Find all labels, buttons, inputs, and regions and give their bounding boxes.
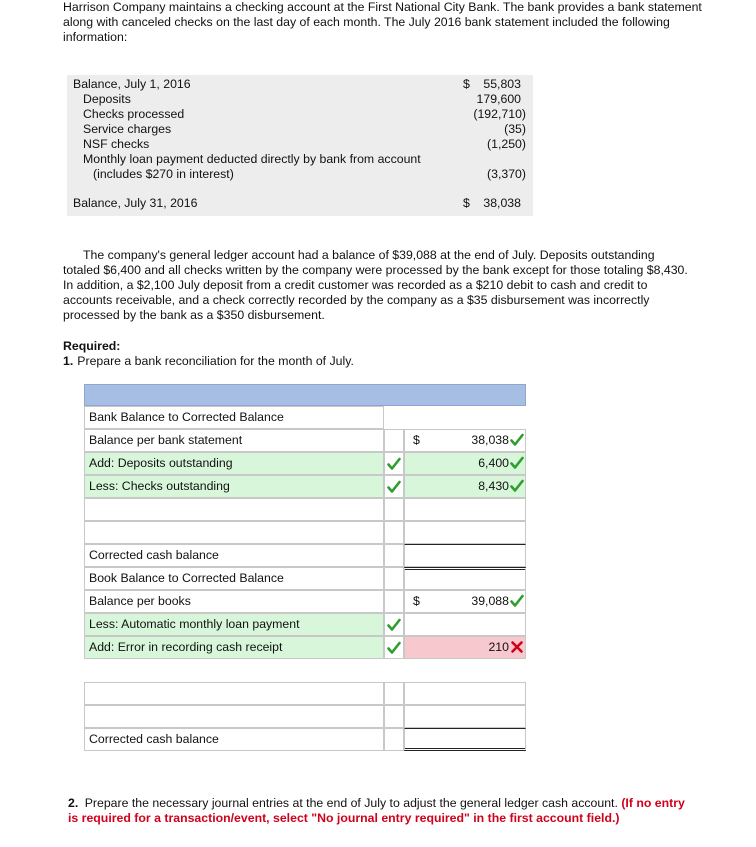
empty-cell	[404, 659, 526, 682]
statement-label: Checks processed	[83, 107, 185, 121]
question-1	[63, 354, 354, 369]
empty-cell	[384, 567, 404, 590]
statement-amount: 179,600	[476, 92, 521, 106]
statement-label: Balance, July 31, 2016	[73, 196, 198, 210]
account-select[interactable]	[84, 521, 384, 544]
statement-row	[67, 167, 533, 182]
table-row	[84, 682, 526, 705]
empty-cell	[384, 728, 404, 751]
table-row	[84, 728, 526, 751]
account-select[interactable]: Add: Deposits outstanding	[84, 452, 384, 475]
question-1-number: 1.	[63, 354, 74, 368]
statement-label: Balance, July 1, 2016	[73, 77, 191, 91]
statement-row	[67, 196, 533, 211]
amount-input[interactable]	[404, 475, 526, 498]
table-row	[84, 475, 526, 498]
amount-cell[interactable]	[404, 429, 526, 452]
statement-label: Service charges	[83, 122, 172, 136]
row-label: Balance per bank statement	[84, 429, 384, 452]
amount-input[interactable]	[404, 682, 526, 705]
statement-label: Monthly loan payment deducted directly by bank from account	[83, 152, 421, 166]
problem-text: The company's general ledger account had a balance of $39,088 at the end of July. Deposits outstanding totaled $6,400 and all checks written by the company were processed by the bank except for those totaling $8,430. In addition, a $2,100 July deposit from a credit customer was recorded as a $210 debit to cash and credit to accounts receivable, and a check correctly recorded by the company as a $35 disbursement was incorrectly processed by the bank as a $350 disbursement.	[63, 248, 688, 322]
table-row	[84, 544, 526, 567]
table-row	[84, 452, 526, 475]
table-row	[84, 636, 526, 659]
account-select[interactable]	[84, 498, 384, 521]
table-row	[84, 406, 526, 429]
table-row	[84, 613, 526, 636]
amount-value: 6,400	[478, 456, 509, 470]
table-row	[84, 521, 526, 544]
check-icon	[510, 479, 524, 493]
statement-amount: 38,038	[483, 196, 521, 210]
intro-text: Harrison Company maintains a checking account at the First National City Bank. The bank provides a bank statement along with canceled checks on the last day of each month. The July 2016 bank statement included the following information:	[63, 0, 702, 44]
empty-cell	[384, 429, 404, 452]
account-select[interactable]	[84, 705, 384, 728]
statement-label: NSF checks	[83, 137, 150, 151]
table-header-band	[84, 384, 526, 406]
check-icon	[387, 457, 401, 471]
empty-cell	[404, 567, 526, 590]
statement-amount: (1,250)	[487, 137, 526, 151]
check-icon	[387, 618, 401, 632]
statement-amount: (192,710)	[473, 107, 526, 121]
empty-cell	[384, 659, 404, 682]
bank-reconciliation-table	[84, 384, 526, 749]
amount-value: 38,038	[471, 433, 509, 447]
total-label: Corrected cash balance	[84, 544, 384, 567]
mark-cell	[384, 452, 404, 475]
amount-input[interactable]	[404, 705, 526, 728]
table-row	[84, 590, 526, 613]
bank-statement	[67, 75, 533, 216]
question-2	[68, 796, 698, 826]
statement-row	[67, 152, 533, 167]
row-label: Balance per books	[84, 590, 384, 613]
table-row	[84, 705, 526, 728]
empty-cell	[384, 521, 404, 544]
amount-input[interactable]	[404, 636, 526, 659]
check-icon	[387, 641, 401, 655]
account-select[interactable]	[84, 682, 384, 705]
account-select[interactable]: Less: Automatic monthly loan payment	[84, 613, 384, 636]
statement-row	[67, 92, 533, 107]
statement-amount: 55,803	[483, 77, 521, 91]
empty-cell	[384, 544, 404, 567]
total-input[interactable]	[404, 544, 526, 567]
amount-input[interactable]	[404, 613, 526, 636]
book-section-header: Book Balance to Corrected Balance	[84, 567, 384, 590]
check-icon	[387, 480, 401, 494]
account-select[interactable]: Less: Checks outstanding	[84, 475, 384, 498]
amount-value: 8,430	[478, 479, 509, 493]
statement-row	[67, 137, 533, 152]
total-label: Corrected cash balance	[84, 728, 384, 751]
question-2-note: (If no entry is required for a transaction/event, select "No journal entry required" in the first account field.)	[68, 796, 685, 825]
empty-cell	[84, 659, 384, 682]
mark-cell	[384, 613, 404, 636]
statement-label: Deposits	[83, 92, 131, 106]
total-input[interactable]	[404, 728, 526, 751]
question-1-text: Prepare a bank reconciliation for the month of July.	[77, 354, 354, 368]
check-icon	[510, 456, 524, 470]
table-row	[84, 498, 526, 521]
required-heading: Required:	[63, 339, 121, 353]
table-row	[84, 567, 526, 590]
statement-amount: (3,370)	[487, 167, 526, 181]
statement-amount: (35)	[504, 122, 526, 136]
empty-cell	[384, 705, 404, 728]
statement-dollar: $	[463, 77, 470, 91]
amount-value: 210	[488, 640, 509, 654]
empty-cell	[384, 682, 404, 705]
empty-cell	[384, 498, 404, 521]
table-row	[84, 659, 526, 682]
statement-row	[67, 122, 533, 137]
statement-row	[67, 77, 533, 92]
dollar-sign: $	[413, 433, 420, 447]
mark-cell	[384, 475, 404, 498]
amount-cell[interactable]	[404, 590, 526, 613]
question-2-text: Prepare the necessary journal entries at the end of July to adjust the general ledger cash account.	[84, 796, 618, 810]
statement-dollar: $	[463, 196, 470, 210]
amount-input[interactable]	[404, 498, 526, 521]
bank-section-header: Bank Balance to Corrected Balance	[84, 406, 384, 429]
statement-row	[67, 107, 533, 122]
table-row	[84, 429, 526, 452]
check-icon	[510, 594, 524, 608]
statement-label: (includes $270 in interest)	[93, 167, 234, 181]
amount-input[interactable]	[404, 452, 526, 475]
cross-icon	[510, 640, 524, 654]
amount-value: 39,088	[471, 594, 509, 608]
empty-cell	[384, 590, 404, 613]
account-select[interactable]: Add: Error in recording cash receipt	[84, 636, 384, 659]
amount-input[interactable]	[404, 521, 526, 544]
empty-cell	[384, 406, 404, 429]
question-2-number: 2.	[68, 796, 79, 810]
empty-cell	[404, 406, 526, 429]
dollar-sign: $	[413, 594, 420, 608]
check-icon	[510, 433, 524, 447]
mark-cell	[384, 636, 404, 659]
problem-paragraph	[63, 248, 688, 323]
